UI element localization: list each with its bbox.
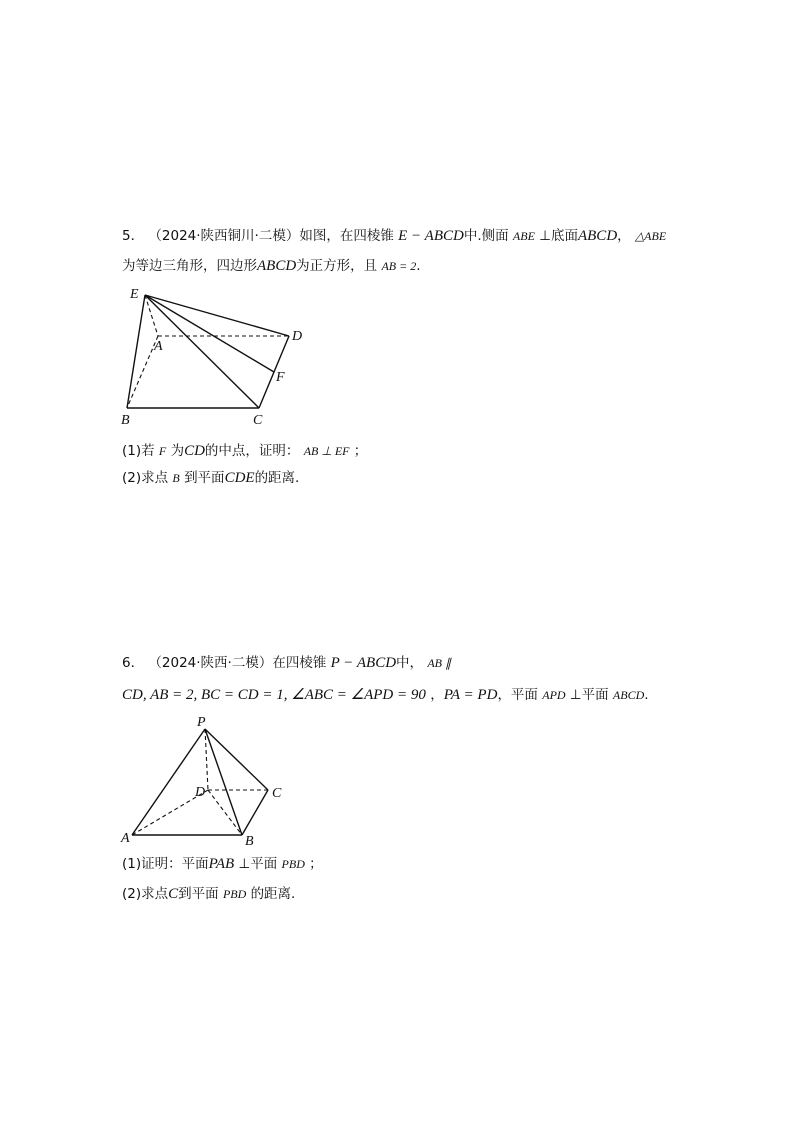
q6-plane2: ABCD bbox=[612, 688, 645, 702]
q6-perp: ⊥ bbox=[569, 687, 582, 703]
q6-plane1: APD bbox=[542, 688, 566, 702]
edge-PB bbox=[205, 729, 242, 835]
q6-label-A: A bbox=[121, 831, 130, 846]
q6-ab-par: AB ∥ bbox=[427, 656, 452, 670]
q5-part1-claim: AB ⊥ EF bbox=[303, 444, 350, 458]
q5-part1-text: (1)若 bbox=[122, 443, 155, 459]
q5-number: 5． bbox=[122, 228, 145, 244]
q5-source: （2024·陕西铜川·二模） bbox=[148, 228, 300, 244]
q5-face: ABE bbox=[512, 229, 535, 243]
q6-stem-text: 在四棱锥 bbox=[272, 655, 327, 671]
q5-triangle: △ABE bbox=[634, 229, 667, 243]
q6-part1-text: 平面 bbox=[250, 856, 278, 872]
q6-part2-plane: PBD bbox=[222, 887, 247, 901]
edge-PC bbox=[205, 729, 268, 790]
q6-part2-text: 到平面 bbox=[178, 886, 219, 902]
q6-stem-text: ， bbox=[430, 687, 444, 703]
q6-pa-pd: PA = PD bbox=[443, 687, 498, 703]
q6-part1-text: (1)证明：平面 bbox=[122, 856, 209, 872]
q6-part1-plane1: PAB bbox=[208, 856, 235, 872]
q5-pyramid: E − ABCD bbox=[398, 228, 464, 244]
q5-stem-text: 如图，在四棱锥 bbox=[299, 228, 394, 244]
q5-label-E: E bbox=[130, 287, 139, 302]
q5-stem-text: . bbox=[416, 258, 421, 274]
q5-stem-text: 底面 bbox=[550, 228, 578, 244]
q5-part1-text: 的中点，证明： bbox=[204, 443, 300, 459]
q6-cond: CD, AB = 2, BC = CD = 1, ∠ABC = ∠APD = 90 bbox=[122, 687, 426, 703]
edge-BC bbox=[242, 790, 268, 835]
q6-part2-text: (2)求点 bbox=[122, 886, 169, 902]
q6-pyramid: P − ABCD bbox=[330, 655, 397, 671]
q5-part2-B: B bbox=[172, 471, 180, 485]
q6-label-P: P bbox=[197, 715, 206, 730]
q5-label-F: F bbox=[276, 370, 285, 385]
q5-stem-text: 为正方形，且 bbox=[296, 258, 378, 274]
q6-part1-text: ； bbox=[309, 856, 323, 872]
edge-PA bbox=[132, 729, 205, 835]
q5-base: ABCD bbox=[577, 228, 618, 244]
q5-part1-text: ； bbox=[353, 443, 368, 459]
q6-number: 6． bbox=[122, 655, 145, 671]
q5-label-D: D bbox=[292, 329, 303, 344]
q5-perp: ⊥ bbox=[539, 228, 551, 244]
q6-stem-text: ，平面 bbox=[497, 687, 538, 703]
q5-part1-F: F bbox=[158, 444, 167, 458]
q6-label-B: B bbox=[245, 834, 254, 849]
q6-label-D: D bbox=[195, 785, 206, 800]
q5-label-C: C bbox=[253, 413, 263, 428]
q5-part2-text: 的距离. bbox=[254, 470, 300, 486]
q6-part1 bbox=[122, 855, 323, 873]
q5-label-A: A bbox=[154, 339, 163, 354]
q6-stem-text: 中， bbox=[396, 655, 424, 671]
q5-part2-text: (2)求点 bbox=[122, 470, 169, 486]
q6-part2-C: C bbox=[168, 886, 179, 902]
q5-stem-text: ， bbox=[617, 228, 631, 244]
q5-part2-text: 到平面 bbox=[184, 470, 225, 486]
q6-part2-text: 的距离. bbox=[250, 886, 296, 902]
q5-part1-text: 为 bbox=[170, 443, 185, 459]
q5-stem-text: 中.侧面 bbox=[463, 228, 509, 244]
q5-part2-plane: CDE bbox=[224, 470, 255, 486]
edge-DB bbox=[208, 790, 242, 835]
q6-source: （2024·陕西·二模） bbox=[148, 655, 273, 671]
q5-stem-text: 为等边三角形，四边形 bbox=[122, 258, 257, 274]
q6-label-C: C bbox=[272, 786, 282, 801]
q6-part1-plane2: PBD bbox=[281, 857, 305, 871]
q5-quad: ABCD bbox=[257, 258, 297, 274]
q6-part1-perp: ⊥ bbox=[238, 856, 251, 872]
q5-eq: AB = 2 bbox=[381, 259, 417, 273]
q5-label-B: B bbox=[121, 413, 130, 428]
q6-stem-text: . bbox=[644, 687, 649, 703]
q6-stem-text: 平面 bbox=[581, 687, 609, 703]
q5-part1-CD: CD bbox=[184, 443, 205, 459]
q6-part2 bbox=[122, 885, 295, 903]
